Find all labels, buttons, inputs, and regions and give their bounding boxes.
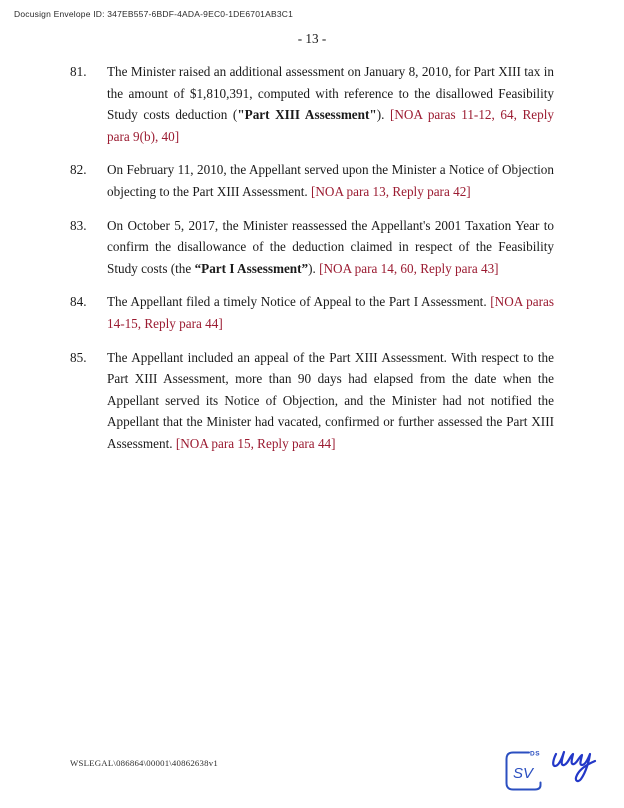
paragraph xyxy=(70,291,554,334)
docusign-initials-stamp-icon xyxy=(502,746,546,794)
file-reference: WSLEGAL\086864\00001\40862638v1 xyxy=(70,758,218,768)
body-text-run: The Minister raised an additional assessment on January 8, 2010, for Part XIII tax in the amount of $1,810,391, computed with reference to the disallowed Feasibility Study costs deduction ( xyxy=(107,64,554,123)
body-text-run: ). xyxy=(308,260,320,276)
body-text-run: The Appellant included an appeal of the Part XIII Assessment. With respect to the Part XIII Assessment, more than 90 days had elapsed from the date when the Appellant served its Notice of Objection, and the Minister had not notified the Appellant that the Minister had vacated, confirmed or further assessed the Part XIII Assessment. xyxy=(107,349,554,451)
docusign-envelope-id: Docusign Envelope ID: 347EB557-6BDF-4ADA-9EC0-1DE6701AB3C1 xyxy=(14,9,294,19)
paragraph-text xyxy=(107,159,554,202)
citation-text: [NOA paras 11-12, 64, Reply para 9(b), 40] xyxy=(107,107,554,144)
body-text-run: The Appellant filed a timely Notice of Appeal to the Part I Assessment. xyxy=(107,294,491,310)
body-text-run: On October 5, 2017, the Minister reassessed the Appellant's 2001 Taxation Year to confirm the disallowance of the deduction claimed in respect of the Feasibility Study costs (the xyxy=(107,217,554,276)
handwritten-initials-icon xyxy=(548,742,610,788)
bold-text: "Part XIII Assessment" xyxy=(237,107,377,123)
paragraph xyxy=(70,215,554,280)
paragraph xyxy=(70,159,554,202)
signature-area xyxy=(502,742,612,797)
paragraph-number: 82. xyxy=(70,162,87,178)
paragraph-number: 84. xyxy=(70,294,87,310)
paragraph-list xyxy=(70,61,554,467)
paragraph-text xyxy=(107,215,554,280)
citation-text: [NOA para 15, Reply para 44] xyxy=(175,435,336,451)
paragraph-text xyxy=(107,61,554,147)
paragraph-number: 83. xyxy=(70,217,87,233)
paragraph xyxy=(70,61,554,147)
citation-text: [NOA paras 14-15, Reply para 44] xyxy=(107,294,554,331)
body-text-run: ). xyxy=(376,107,390,123)
paragraph-text xyxy=(107,347,554,455)
citation-text: [NOA para 14, 60, Reply para 43] xyxy=(319,260,499,276)
ds-label: DS xyxy=(530,750,541,758)
bold-text: “Part I Assessment” xyxy=(194,260,309,276)
stamp-initials: SV xyxy=(513,765,534,782)
paragraph-text xyxy=(107,291,554,334)
body-text-run: On February 11, 2010, the Appellant served upon the Minister a Notice of Objection objecting to the Part XIII Assessment. xyxy=(107,162,554,199)
paragraph xyxy=(70,347,554,455)
paragraph-number: 85. xyxy=(70,349,87,365)
citation-text: [NOA para 13, Reply para 42] xyxy=(311,183,471,199)
paragraph-number: 81. xyxy=(70,64,87,79)
page-number: - 13 - xyxy=(297,31,327,46)
